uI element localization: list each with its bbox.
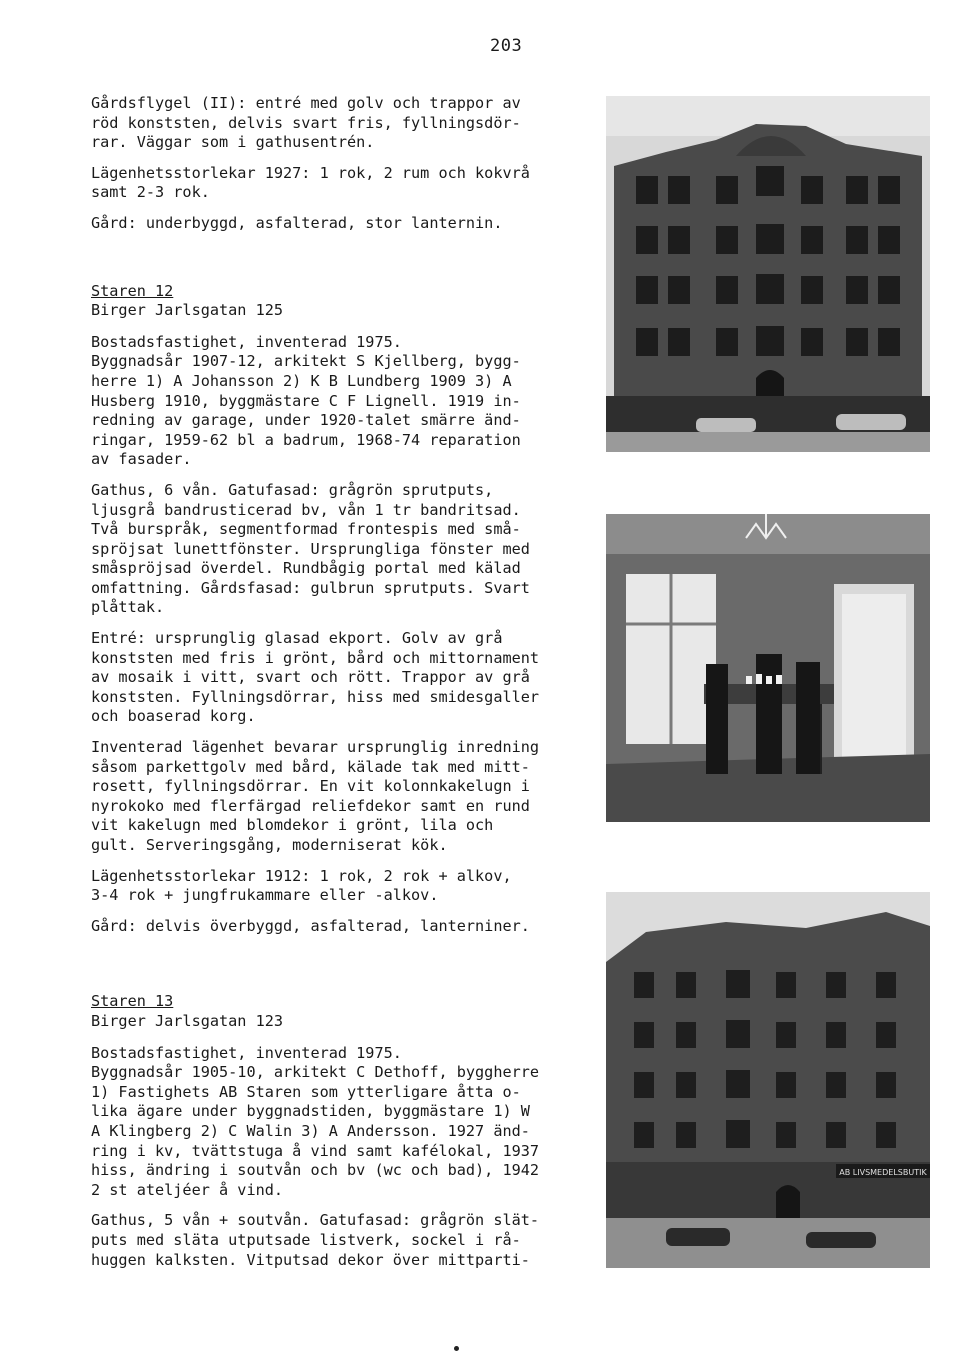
interior-illustration (606, 514, 930, 822)
text-line: lika ägare under byggnadstiden, byggmästare 1) W (91, 1102, 530, 1121)
text-line: och boaserad korg. (91, 707, 256, 726)
text-line: konststen med fris i grönt, bård och mittornament (91, 648, 540, 667)
text-line: puts med släta utputsade listverk, sockel i rå- (91, 1230, 521, 1249)
facade-photo-staren-13 (606, 892, 930, 1268)
section-staren-13 (91, 992, 581, 1270)
text-line: huggen kalksten. Vitputsad dekor över mittparti- (91, 1250, 530, 1269)
paragraph (91, 1211, 581, 1270)
text-line: Inventerad lägenhet bevarar ursprunglig inredning (91, 738, 540, 757)
text-line: Två burspråk, segmentformad frontespis med små- (91, 520, 521, 539)
text-line: Gathus, 5 vån + soutvån. Gatufasad: grågrön slät- (91, 1211, 540, 1230)
shop-sign: AB LIVSMEDELSBUTIK (839, 1168, 927, 1177)
text-line: Gård: underbyggd, asfalterad, stor lanternin. (91, 213, 503, 232)
text-line: Bostadsfastighet, inventerad 1975. (91, 1043, 402, 1062)
text-line: nyrokoko med flerfärgad reliefdekor samt en rund (91, 796, 530, 815)
text-line: småspröjsad överdel. Rundbågig portal med kälad (91, 559, 521, 578)
text-line: konststen. Fyllningsdörrar, hiss med smidesgaller (91, 687, 540, 706)
section-heading (91, 282, 581, 321)
paragraph (91, 214, 581, 234)
street-address: Birger Jarlsgatan 123 (91, 1011, 284, 1030)
text-line: röd konststen, delvis svart fris, fyllningsdör- (91, 113, 521, 132)
text-line: 2 st ateljéer å vind. (91, 1180, 284, 1199)
section-heading (91, 992, 581, 1031)
text-line: ringar, 1959-62 bl a badrum, 1968-74 reparation (91, 430, 521, 449)
text-line: A Klingberg 2) C Walin 3) A Andersson. 1927 änd- (91, 1121, 530, 1140)
section-staren-12 (91, 282, 581, 937)
text-line: såsom parkettgolv med bård, kälade tak med mitt- (91, 757, 530, 776)
text-line: Byggnadsår 1905-10, arkitekt C Dethoff, byggherre (91, 1063, 540, 1082)
page-dot (454, 1346, 459, 1351)
text-line: herre 1) A Johansson 2) K B Lundberg 1909 3) A (91, 371, 512, 390)
intro-block (91, 94, 581, 234)
paragraph (91, 333, 581, 470)
text-line: av fasader. (91, 450, 192, 469)
block-name: Staren 12 (91, 281, 174, 300)
text-line: Entré: ursprunglig glasad ekport. Golv av grå (91, 629, 503, 648)
text-line: gult. Serveringsgång, moderniserat kök. (91, 836, 448, 854)
text-line: samt 2-3 rok. (91, 183, 210, 202)
facade-illustration (606, 96, 930, 452)
text-line: ljusgrå bandrusticerad bv, vån 1 tr bandritsad. (91, 500, 521, 519)
text-line: Husberg 1910, byggmästare C F Lignell. 1919 in- (91, 391, 521, 410)
text-line: rosett, fyllningsdörrar. En vit kolonnkakelugn i (91, 777, 530, 796)
section-body (91, 333, 581, 937)
street-address: Birger Jarlsgatan 125 (91, 301, 284, 320)
text-line: rar. Väggar som i gathusentrén. (91, 133, 375, 152)
text-line: plåttak. (91, 598, 165, 617)
paragraph (91, 1044, 581, 1201)
text-line: omfattning. Gårdsfasad: gulbrun sprutputs. Svart (91, 578, 530, 597)
paragraph (91, 481, 581, 618)
paragraph (91, 164, 581, 203)
text-line: Gårdsflygel (II): entré med golv och trappor av (91, 94, 521, 112)
text-line: vit kakelugn med blomdekor i grönt, lila och (91, 816, 494, 835)
text-line: 1) Fastighets AB Staren som ytterligare åtta o- (91, 1082, 521, 1101)
section-body (91, 1044, 581, 1271)
facade-photo-staren-12 (606, 96, 930, 452)
text-line: Byggnadsår 1907-12, arkitekt S Kjellberg, bygg- (91, 352, 521, 371)
paragraph (91, 94, 581, 153)
text-column (91, 94, 581, 1281)
page-number: 203 (490, 36, 523, 56)
text-line: Gathus, 6 vån. Gatufasad: grågrön sprutputs, (91, 480, 494, 499)
text-line: redning av garage, under 1920-talet smärre änd- (91, 411, 521, 430)
text-line: Lägenhetsstorlekar 1927: 1 rok, 2 rum och kokvrå (91, 163, 530, 182)
text-line: Lägenhetsstorlekar 1912: 1 rok, 2 rok + alkov, (91, 866, 512, 885)
text-line: ring i kv, tvättstuga å vind samt kafélokal, 1937 (91, 1141, 540, 1160)
text-line: av mosaik i vitt, svart och rött. Trappor av grå (91, 668, 530, 687)
block-name: Staren 13 (91, 992, 174, 1011)
paragraph (91, 917, 581, 937)
interior-photo-dining-room (606, 514, 930, 822)
facade-illustration (606, 892, 930, 1268)
text-line: spröjsat lunettfönster. Ursprungliga fönster med (91, 539, 530, 558)
text-line: hiss, ändring i soutvån och bv (wc och bad), 1942 (91, 1161, 540, 1180)
paragraph (91, 629, 581, 727)
text-line: Bostadsfastighet, inventerad 1975. (91, 332, 402, 351)
paragraph (91, 867, 581, 906)
text-line: 3-4 rok + jungfrukammare eller -alkov. (91, 886, 439, 905)
text-line: Gård: delvis överbyggd, asfalterad, lanterniner. (91, 916, 530, 935)
paragraph (91, 738, 581, 856)
